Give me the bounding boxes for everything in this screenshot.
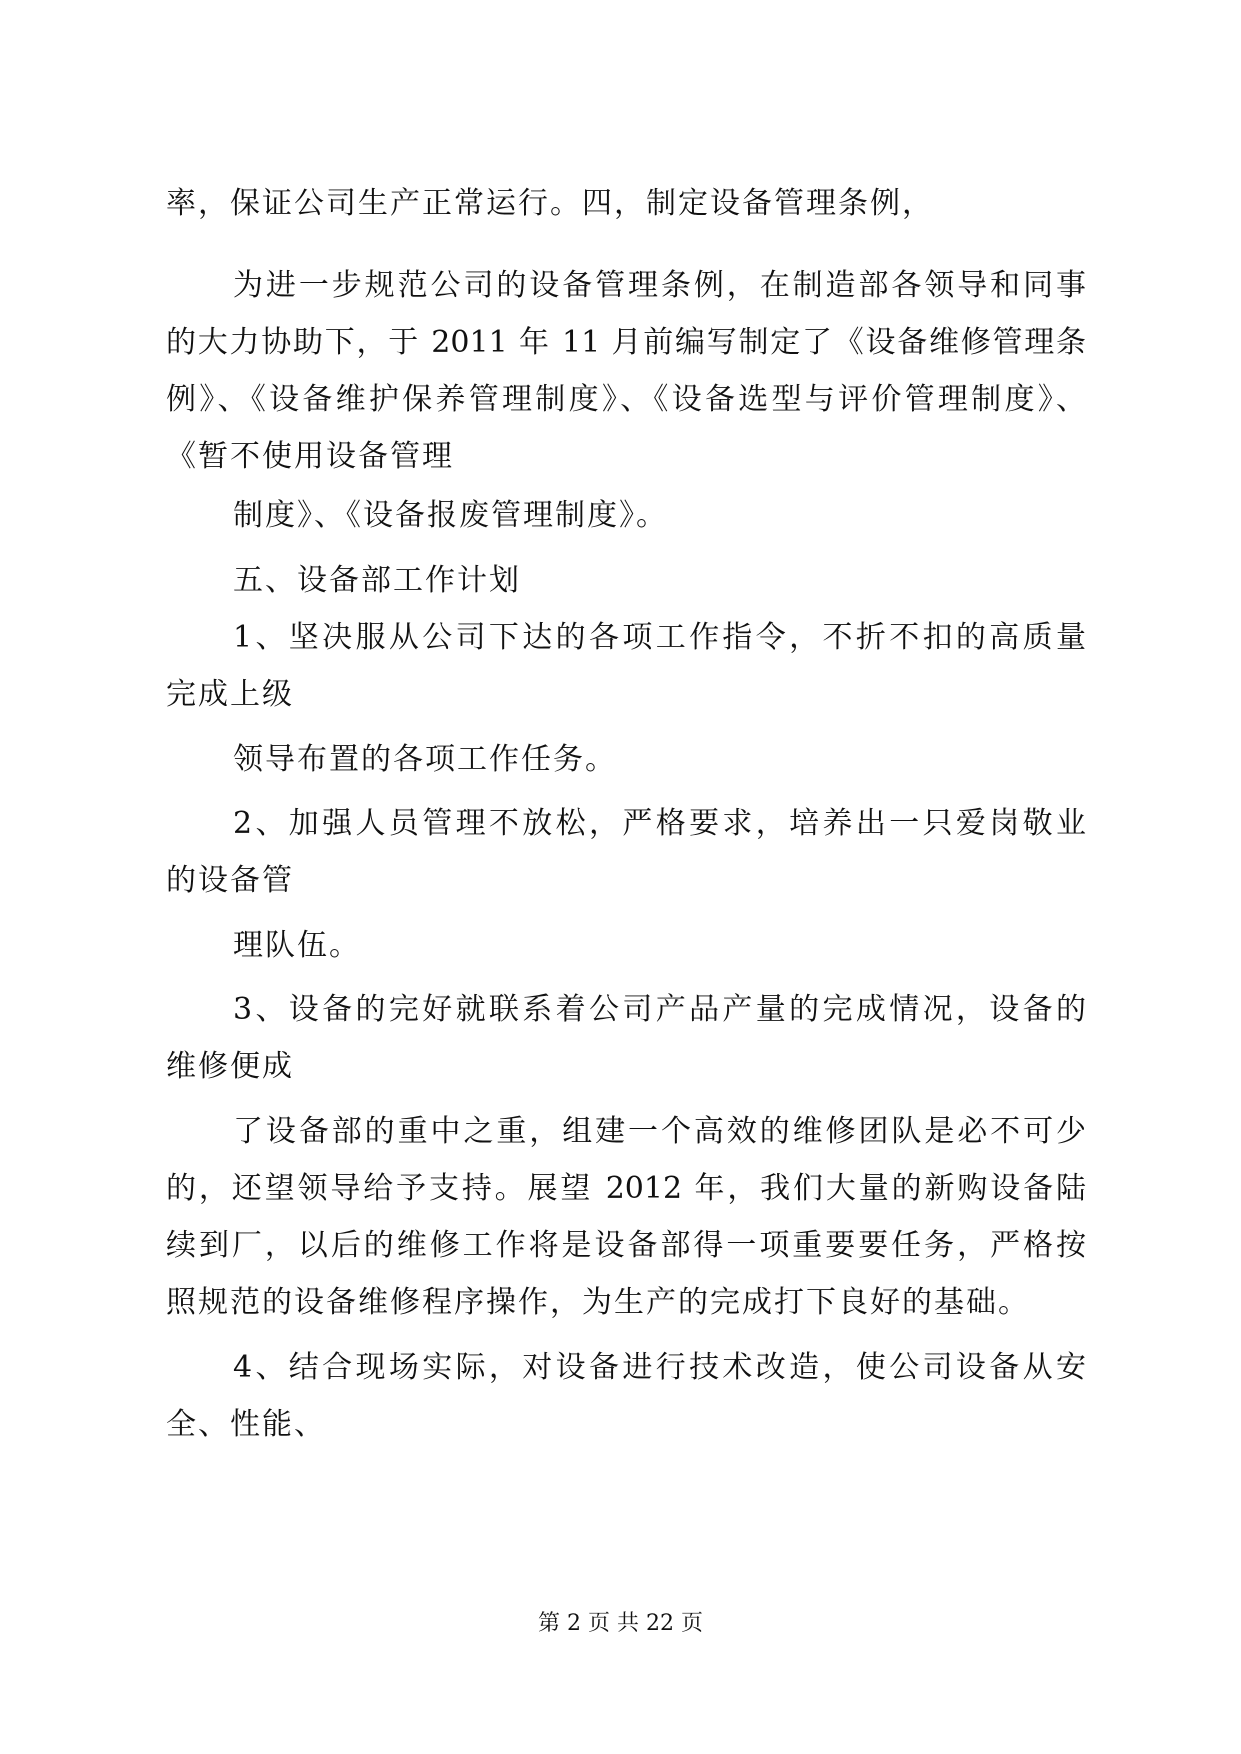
text-line-1: 率，保证公司生产正常运行。四，制定设备管理条例，	[166, 186, 934, 221]
text-line-6: 制度》、《设备报废管理制度》。	[233, 498, 668, 533]
text-line-11: 2、加强人员管理不放松，严格要求，培养出一只爱岗敬业	[233, 806, 1086, 841]
text-line-19: 照规范的设备维修程序操作，为生产的完成打下良好的基础。	[166, 1285, 1030, 1320]
text-line-14: 3、设备的完好就联系着公司产品产量的完成情况，设备的	[233, 992, 1086, 1027]
text-line-16: 了设备部的重中之重，组建一个高效的维修团队是必不可少	[233, 1114, 1086, 1149]
text-line-12: 的设备管	[166, 863, 294, 898]
section-heading: 五、设备部工作计划	[233, 563, 521, 598]
text-line-9: 完成上级	[166, 677, 294, 712]
page-number-footer: 第 2 页 共 22 页	[538, 1611, 703, 1636]
text-line-13: 理队伍。	[233, 928, 361, 963]
text-line-5: 《暂不使用设备管理	[166, 439, 454, 474]
text-line-15: 维修便成	[166, 1049, 294, 1084]
text-line-18: 续到厂，以后的维修工作将是设备部得一项重要要任务，严格按	[166, 1228, 1086, 1263]
text-line-10: 领导布置的各项工作任务。	[233, 742, 617, 777]
text-line-2: 为进一步规范公司的设备管理条例，在制造部各领导和同事	[233, 268, 1086, 303]
text-line-20: 4、结合现场实际，对设备进行技术改造，使公司设备从安	[233, 1350, 1086, 1385]
text-line-3: 的大力协助下，于 2011 年 11 月前编写制定了《设备维修管理条	[166, 325, 1086, 360]
text-line-4: 例》、《设备维护保养管理制度》、《设备选型与评价管理制度》、	[166, 382, 1086, 417]
text-line-17: 的，还望领导给予支持。展望 2012 年，我们大量的新购设备陆	[166, 1171, 1086, 1206]
text-line-8: 1、坚决服从公司下达的各项工作指令，不折不扣的高质量	[233, 620, 1086, 655]
text-line-21: 全、性能、	[166, 1407, 326, 1442]
